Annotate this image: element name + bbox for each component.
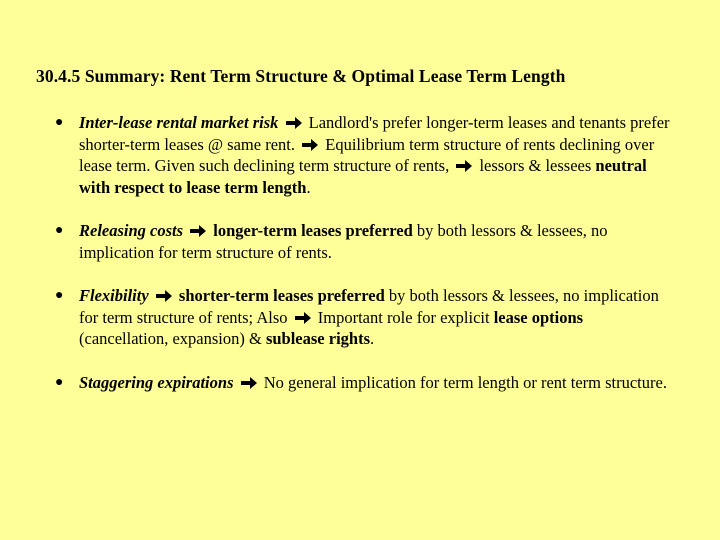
bullet-item-staggering-expirations [55, 372, 675, 394]
right-arrow-icon [455, 159, 473, 173]
right-arrow-icon [189, 224, 207, 238]
bullet-text: No general implication for term length or rent term structure. [263, 372, 667, 392]
bullet-text: . [370, 329, 375, 348]
bullet-text: lessors & lessees [479, 156, 592, 175]
bullet-text: by both lessors & lessees, no implication for term structure of rents. [79, 221, 608, 262]
bullet-emphasis: sublease rights [265, 329, 370, 348]
bullet-text: by both lessors & lessees, no implication for term structure of rents; Also [79, 286, 659, 327]
bullet-dot: ● [55, 115, 64, 130]
bullet-dot: ● [55, 288, 64, 303]
bullet-text: (cancellation, expansion) & [79, 329, 262, 348]
bullet-list [55, 112, 675, 415]
bullet-item-inter-lease-risk [55, 112, 675, 198]
slide-title: 30.4.5 Summary: Rent Term Structure & Optimal Lease Term Length [36, 66, 566, 86]
bullet-item-flexibility [55, 285, 675, 350]
right-arrow-icon [294, 311, 312, 325]
bullet-term: Inter-lease rental market risk [79, 113, 279, 132]
right-arrow-icon [301, 138, 319, 152]
bullet-term: Releasing costs [79, 221, 184, 240]
bullet-item-releasing-costs [55, 220, 675, 263]
bullet-text: Equilibrium term structure of rents declining over lease term. Given such declining term structure of rents, [79, 134, 655, 175]
bullet-emphasis: longer-term leases preferred [213, 221, 413, 240]
bullet-term: Flexibility [79, 286, 149, 305]
bullet-dot: ● [55, 223, 64, 238]
bullet-text: Important role for explicit [317, 307, 490, 327]
bullet-text: . [306, 177, 311, 197]
bullet-dot: ● [55, 374, 64, 390]
bullet-emphasis: shorter-term leases preferred [178, 286, 385, 305]
bullet-emphasis: lease options [493, 307, 584, 327]
right-arrow-icon [285, 116, 303, 130]
bullet-term: Staggering expirations [79, 372, 234, 392]
bullet-emphasis: neutral with respect to lease term length [79, 156, 647, 197]
right-arrow-icon [155, 289, 173, 303]
right-arrow-icon [240, 376, 258, 390]
bullet-text: Landlord's prefer longer-term leases and tenants prefer shorter-term leases @ same rent. [79, 113, 670, 154]
